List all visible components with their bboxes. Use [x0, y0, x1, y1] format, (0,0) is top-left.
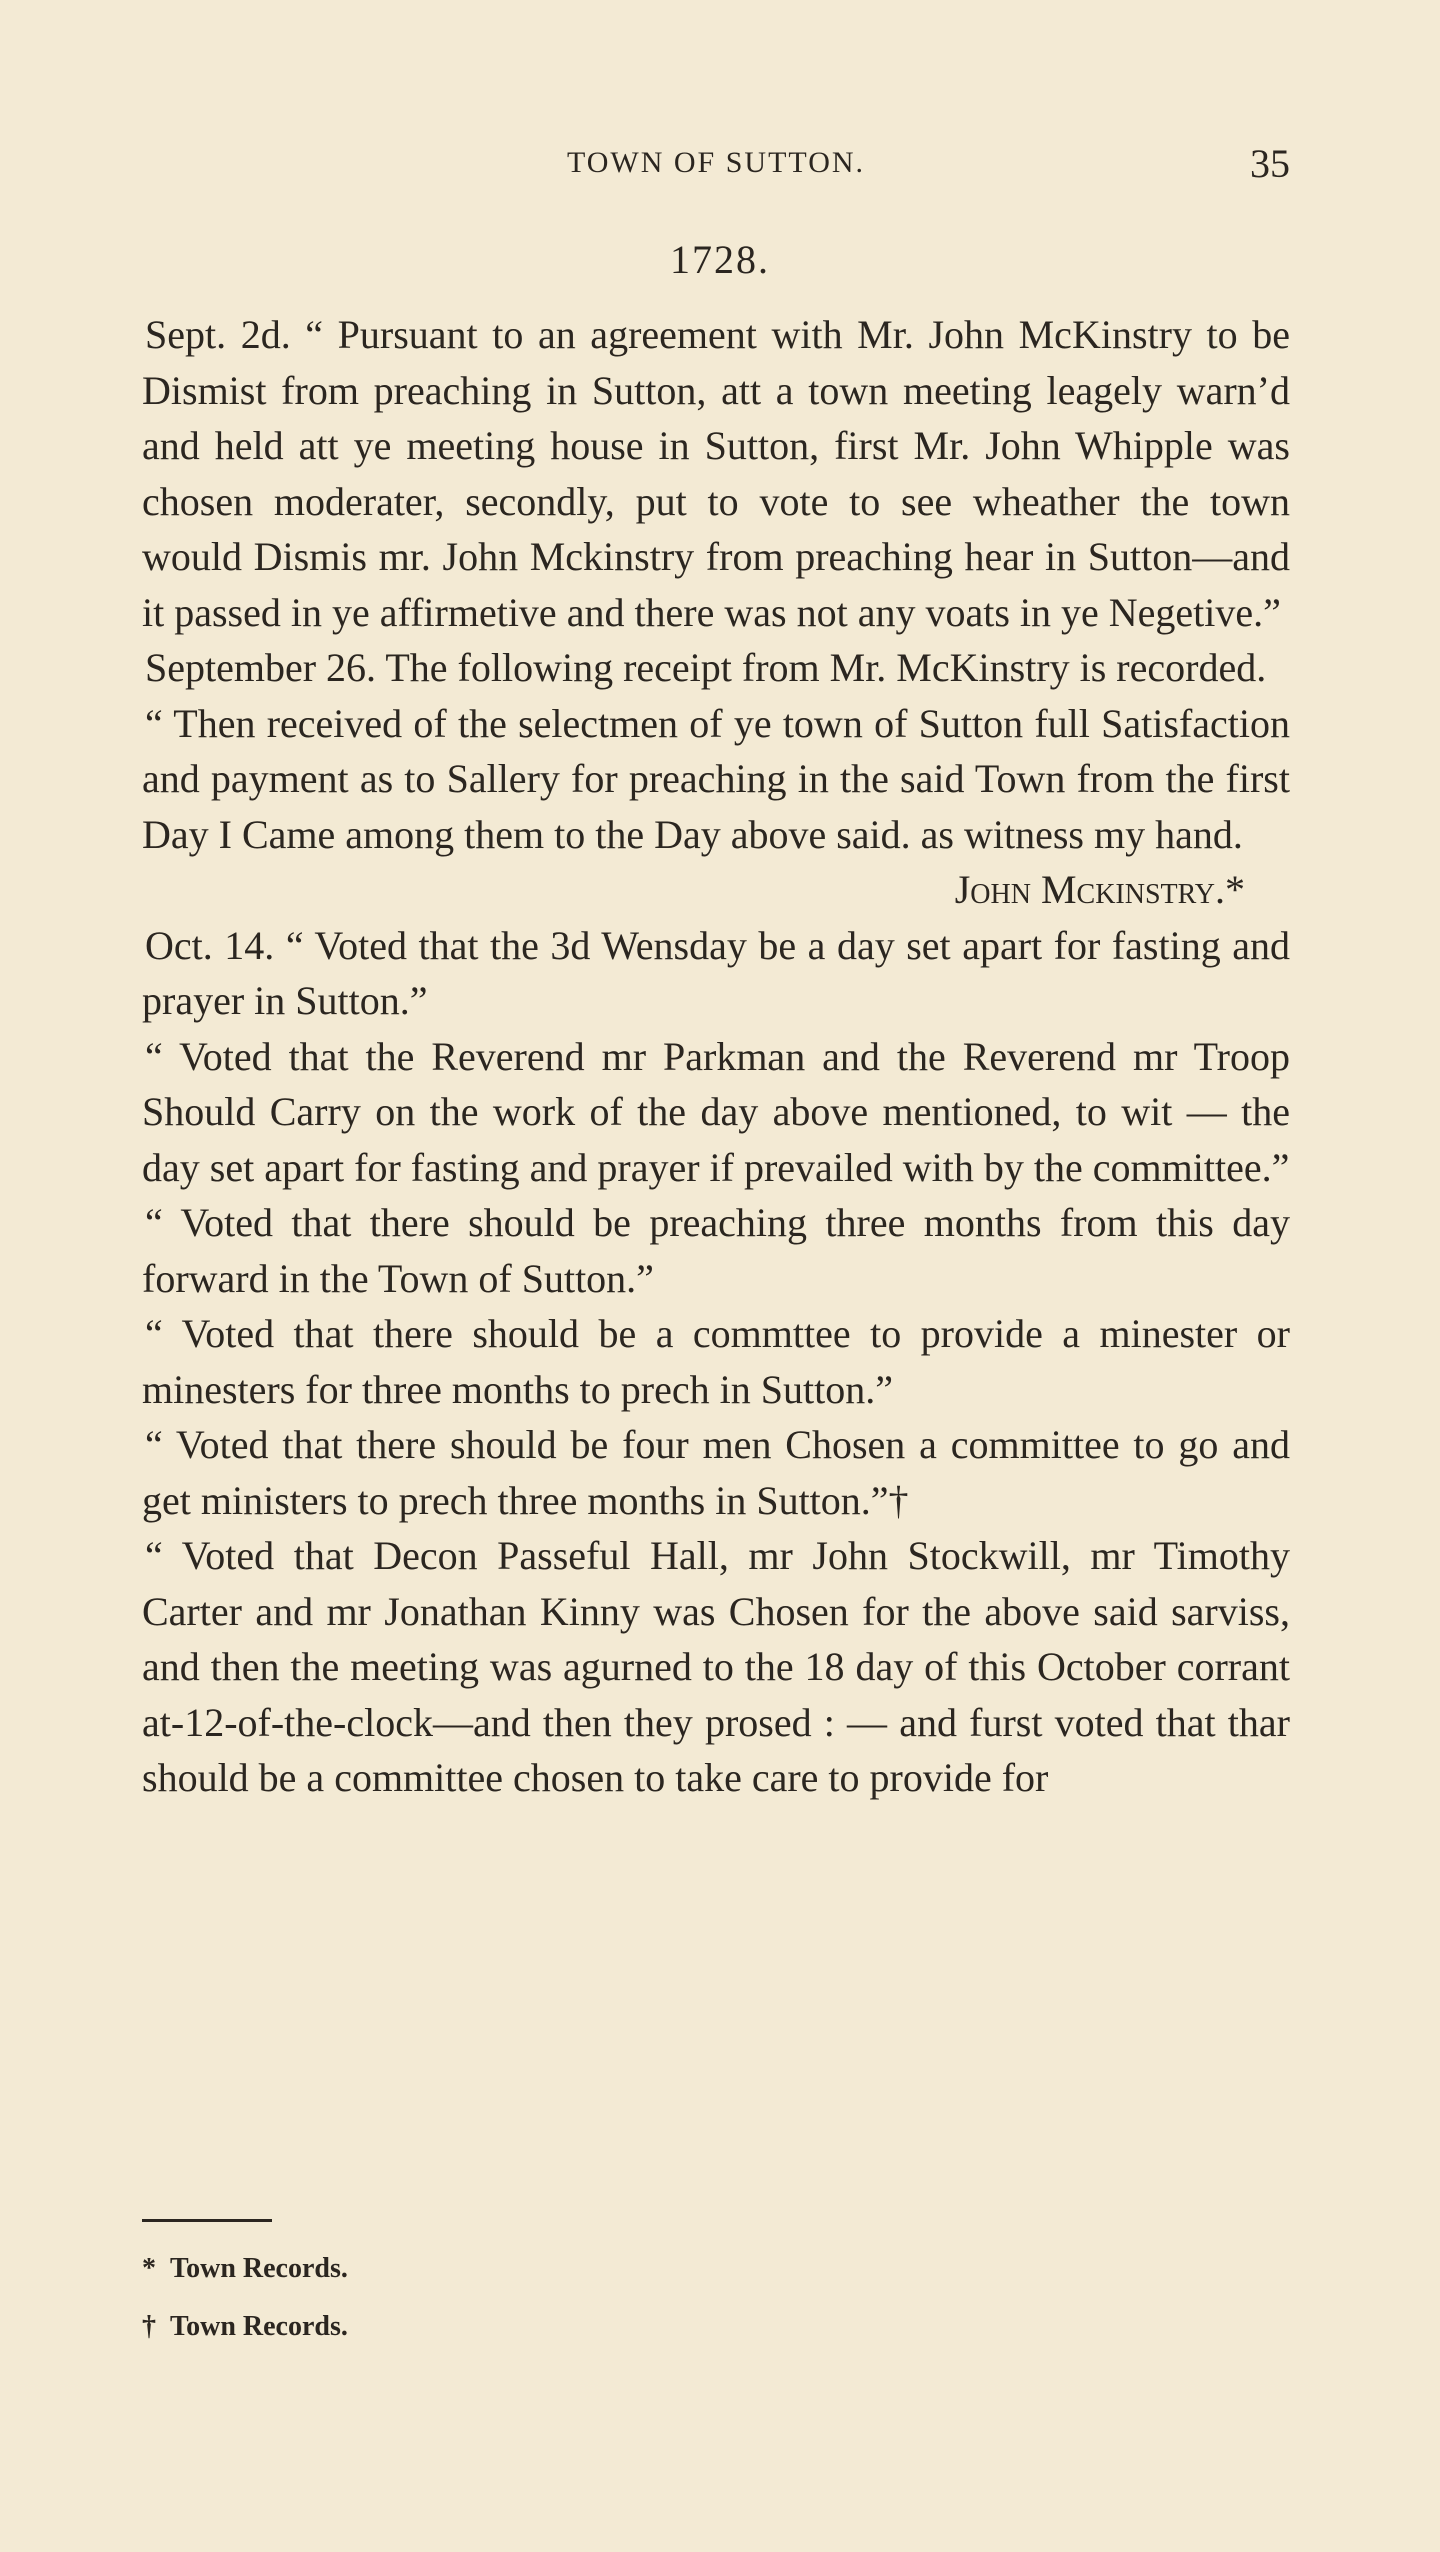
footnote-text: Town Records. [170, 2253, 348, 2284]
paragraph-sept-2: Sept. 2d. “ Pursuant to an agreement with Mr. John McKinstry to be Dismist from preaching in Sutton, att a town meeting leagely warn’d and held att ye meeting house in Sutton, first Mr. John Whipple was chosen moderater, secondly, put to vote to see wheather the town would Dismis mr. John Mckinstry from preaching hear in Sutton—and it passed in ye affirmetive and there was not any voats in ye Negetive.” [142, 312, 1290, 635]
footnote-mark-asterisk: * [142, 2253, 156, 2284]
paragraph-sept-26: September 26. The following receipt from Mr. McKinstry is recorded. [145, 645, 1267, 690]
paragraph-receipt: “ Then received of the selectmen of ye town of Sutton full Satisfaction and payment as to Sallery for preaching in the said Town from the first Day I Came among them to the Day above said. as witness my hand. [142, 700, 1290, 857]
body-text [142, 307, 1290, 1806]
running-head [142, 140, 1290, 190]
paragraph-vote-four-men: “ Voted that there should be four men Chosen a committee to go and get ministers to prech three months in Sutton.”† [142, 1422, 1290, 1523]
footnote-mark-dagger: † [142, 2311, 156, 2342]
footnote-1 [142, 2240, 1290, 2298]
paragraph-oct-14: Oct. 14. “ Voted that the 3d Wensday be a day set apart for fasting and prayer in Sutton.” [142, 922, 1290, 1023]
footnotes [142, 2240, 1290, 2356]
footnote-2 [142, 2298, 1290, 2356]
signature: John Mckinstry.* [954, 867, 1245, 912]
paragraph-vote-reverend: “ Voted that the Reverend mr Parkman and the Reverend mr Troop Should Carry on the work of the day above mentioned, to wit — the day set apart for fasting and prayer if prevailed with by the committee.” [142, 1033, 1290, 1190]
paragraph-vote-committee: “ Voted that there should be a commttee to provide a minester or minesters for three months to prech in Sutton.” [142, 1311, 1290, 1412]
footnote-text: Town Records. [170, 2311, 348, 2342]
page-number: 35 [1250, 141, 1290, 186]
paragraph-vote-preaching: “ Voted that there should be preaching three months from this day forward in the Town of Sutton.” [142, 1200, 1290, 1301]
paragraph-vote-decon: “ Voted that Decon Passeful Hall, mr John Stockwill, mr Timothy Carter and mr Jonathan Kinny was Chosen for the above said sarviss, and then the meeting was agurned to the 18 day of this October corrant at-12-of-the-clock—and then they prosed : — and furst voted that thar should be a committee chosen to take care to provide for [142, 1533, 1290, 1800]
running-title: TOWN OF SUTTON. [566, 146, 866, 179]
footnote-rule [142, 2219, 272, 2222]
year-heading: 1728. [670, 237, 770, 282]
